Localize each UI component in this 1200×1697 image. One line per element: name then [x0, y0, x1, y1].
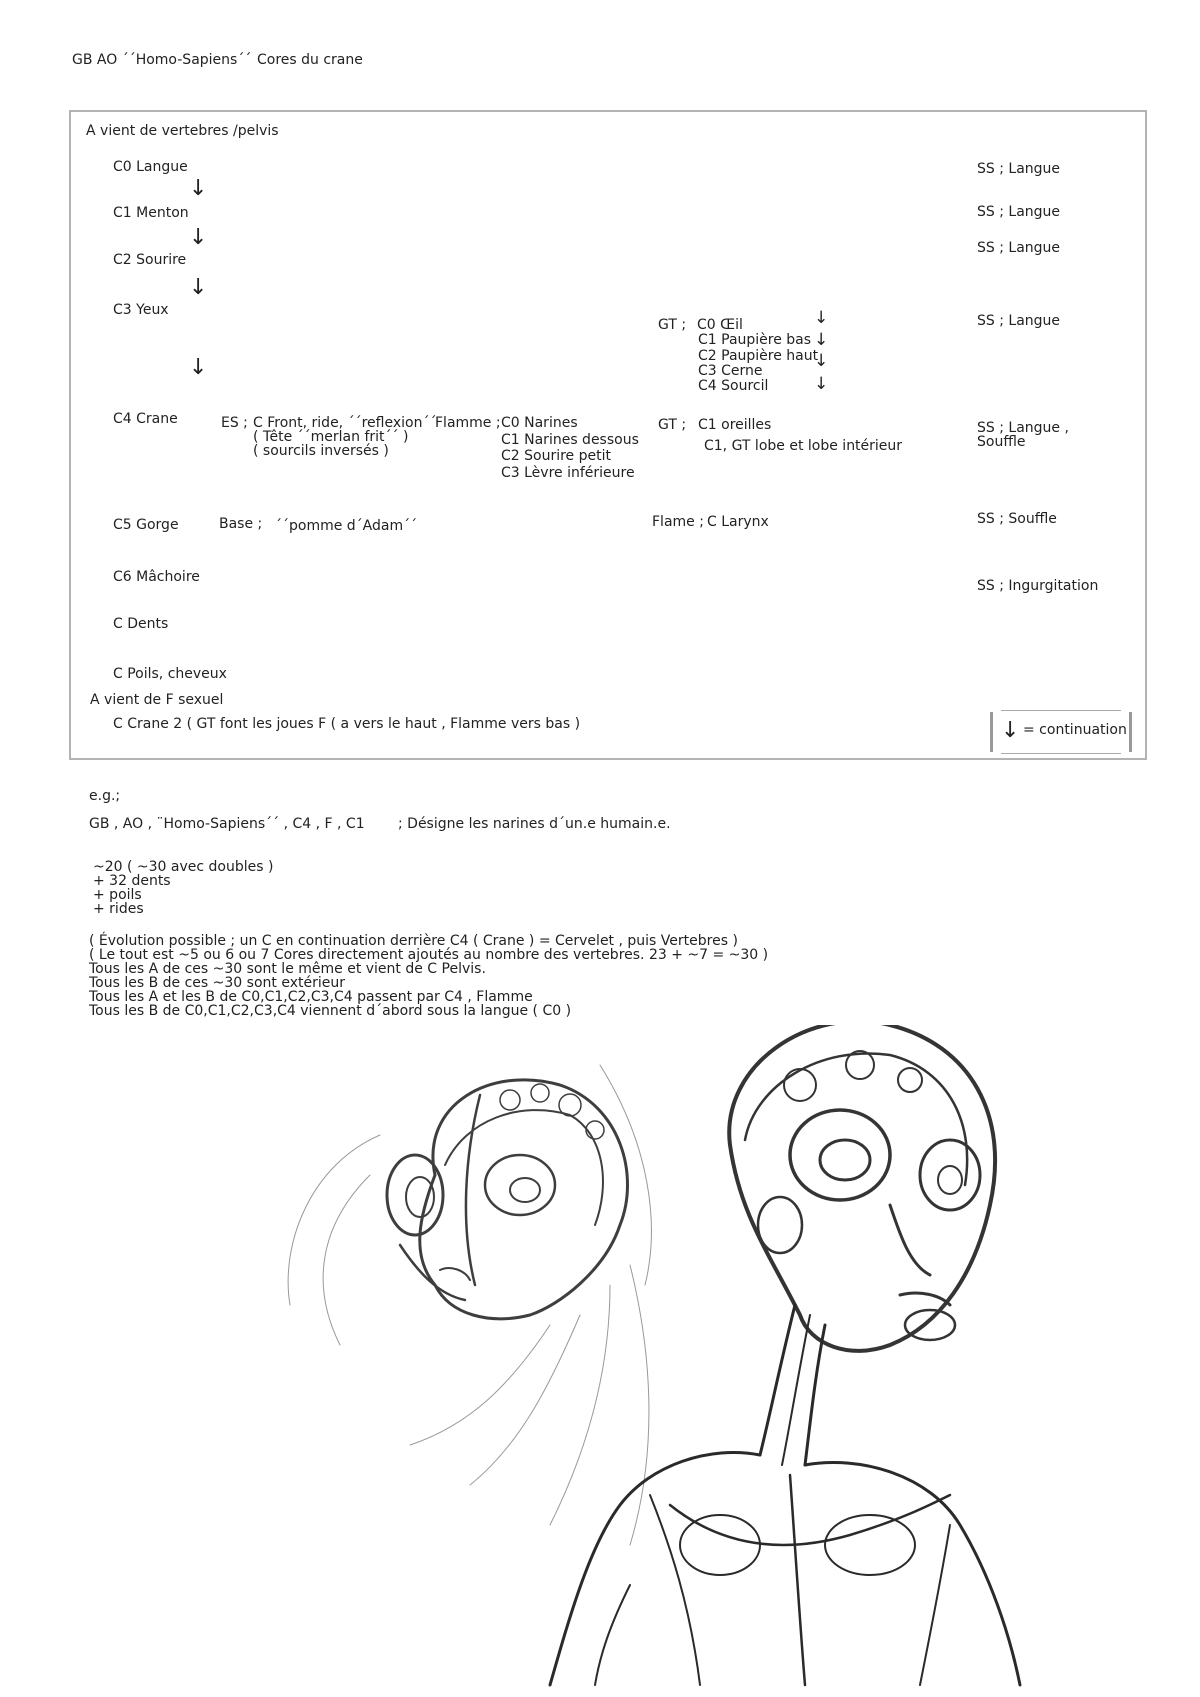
- core-c3: C3 Yeux: [113, 302, 169, 318]
- legend-text: = continuation: [1023, 722, 1127, 738]
- left-head-sketch: [387, 1080, 628, 1319]
- flame-larynx-label: Flame ;: [652, 514, 704, 530]
- continuation-legend: [990, 712, 1132, 752]
- example-meaning: ; Désigne les narines d´un.e humain.e.: [398, 816, 671, 832]
- gt-eye-label: GT ;: [658, 317, 687, 333]
- ss-c2: SS ; Langue: [977, 240, 1061, 256]
- core-poils: C Poils, cheveux: [113, 666, 227, 682]
- base-text: ´´pomme d´Adam´´: [275, 518, 418, 534]
- ss-c3: SS ; Langue: [977, 313, 1061, 329]
- gt-ear-line-1: C1 oreilles: [698, 417, 772, 433]
- core-c0: C0 Langue: [113, 159, 188, 175]
- down-arrow-icon: ↓: [814, 374, 829, 394]
- flamme-item: C2 Sourire petit: [501, 448, 611, 464]
- count-line: + poils: [93, 887, 142, 903]
- count-line: + 32 dents: [93, 873, 171, 889]
- gt-ear-label: GT ;: [658, 417, 687, 433]
- flamme-item: C0 Narines: [501, 415, 578, 431]
- note-line: Tous les B de ces ~30 sont extérieur: [89, 975, 345, 991]
- example-label: e.g.;: [89, 788, 121, 804]
- down-arrow-icon: ↓: [189, 275, 208, 300]
- ss-c5: SS ; Souffle: [977, 511, 1057, 527]
- core-c5: C5 Gorge: [113, 517, 179, 533]
- core-c4: C4 Crane: [113, 411, 178, 427]
- note-line: Tous les A et les B de C0,C1,C2,C3,C4 passent par C4 , Flamme: [89, 989, 533, 1005]
- count-line: ~20 ( ~30 avec doubles ): [93, 859, 274, 875]
- ss-c4-line-1: SS ; Langue ,: [977, 420, 1069, 436]
- down-arrow-icon: ↓: [189, 176, 208, 201]
- es-label: ES ;: [221, 415, 248, 431]
- down-arrow-icon: ↓: [189, 225, 208, 250]
- document-subtitle: Cores du crane: [257, 52, 363, 68]
- example-code: GB , AO , ¨Homo-Sapiens´´ , C4 , F , C1: [89, 816, 365, 832]
- down-arrow-icon: ↓: [814, 351, 829, 371]
- sketch-illustration: [250, 1025, 1100, 1690]
- ss-c4-line-2: Souffle: [977, 434, 1026, 450]
- gt-eye-item: C3 Cerne: [698, 363, 763, 379]
- ss-c6: SS ; Ingurgitation: [977, 578, 1099, 594]
- note-line: ( Évolution possible ; un C en continuation derrière C4 ( Crane ) = Cervelet , puis Vertebres ): [89, 933, 738, 949]
- flamme-label: Flamme ;: [435, 415, 501, 431]
- down-arrow-icon: ↓: [189, 355, 208, 380]
- down-arrow-icon: ↓: [814, 308, 829, 328]
- gt-eye-item: C2 Paupière haut: [698, 348, 819, 364]
- origin-a-label: A vient de vertebres /pelvis: [86, 123, 279, 139]
- flamme-item: C3 Lèvre inférieure: [501, 465, 635, 481]
- crane-2-note: C Crane 2 ( GT font les joues F ( a vers le haut , Flamme vers bas ): [113, 716, 581, 732]
- right-head-sketch: [729, 1025, 995, 1351]
- es-line-2: ( Tête ´´merlan frit´´ ): [253, 429, 409, 445]
- ss-c1: SS ; Langue: [977, 204, 1061, 220]
- wisp-lines-sketch: [288, 1065, 651, 1545]
- document-title: GB AO ´´Homo-Sapiens´´: [72, 52, 252, 68]
- note-line: Tous les B de C0,C1,C2,C3,C4 viennent d´abord sous la langue ( C0 ): [89, 1003, 572, 1019]
- core-c1: C1 Menton: [113, 205, 189, 221]
- note-line: Tous les A de ces ~30 sont le même et vient de C Pelvis.: [89, 961, 486, 977]
- core-c6: C6 Mâchoire: [113, 569, 200, 585]
- flame-larynx-text: C Larynx: [707, 514, 769, 530]
- gt-eye-item: C0 Œil: [697, 317, 743, 333]
- ss-c0: SS ; Langue: [977, 161, 1061, 177]
- torso-sketch: [550, 1305, 1020, 1685]
- gt-eye-item: C1 Paupière bas: [698, 332, 812, 348]
- note-line: ( Le tout est ~5 ou 6 ou 7 Cores directement ajoutés au nombre des vertebres. 23 + ~7 = ~30 ): [89, 947, 769, 963]
- core-c2: C2 Sourire: [113, 252, 187, 268]
- base-label: Base ;: [219, 516, 263, 532]
- es-line-1: C Front, ride, ´´reflexion´´: [253, 415, 437, 431]
- down-arrow-icon: ↓: [814, 330, 829, 350]
- gt-eye-item: C4 Sourcil: [698, 378, 769, 394]
- flamme-item: C1 Narines dessous: [501, 432, 639, 448]
- gt-ear-line-2: C1, GT lobe et lobe intérieur: [704, 438, 903, 454]
- origin-f-label: A vient de F sexuel: [90, 692, 224, 708]
- down-arrow-icon: ↓: [1001, 718, 1020, 743]
- core-dents: C Dents: [113, 616, 169, 632]
- count-line: + rides: [93, 901, 144, 917]
- es-line-3: ( sourcils inversés ): [253, 443, 389, 459]
